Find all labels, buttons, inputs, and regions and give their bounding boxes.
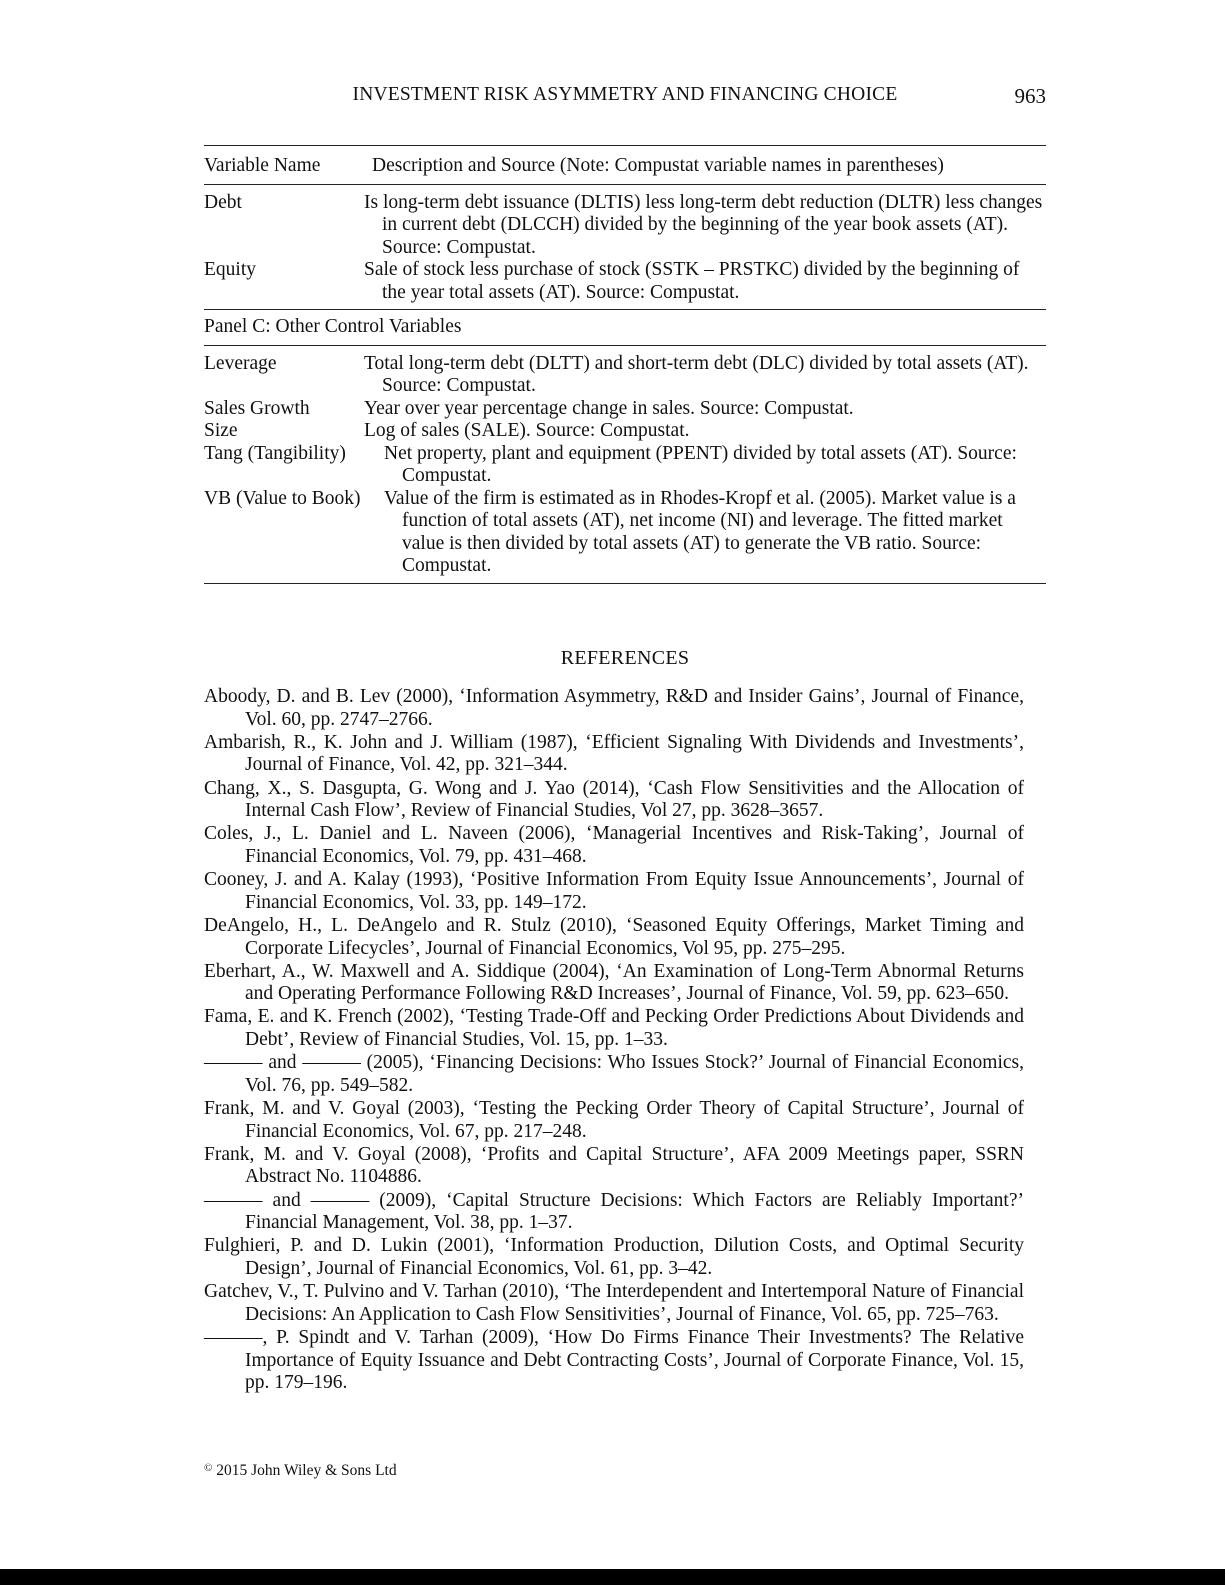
reference-item: Eberhart, A., W. Maxwell and A. Siddique (2004), ‘An Examination of Long-Term Abnormal Returns and Operating Performance Following R&D Increases’, Journal of Finance, Vol. 59, pp. 623–650. — [204, 960, 1024, 1005]
table-row — [204, 398, 1046, 421]
variable-name: VB (Value to Book) — [204, 487, 361, 509]
running-title: INVESTMENT RISK ASYMMETRY AND FINANCING CHOICE — [352, 84, 898, 105]
references-list — [204, 686, 1024, 1395]
reference-item: ——— and ——— (2009), ‘Capital Structure Decisions: Which Factors are Reliably Important?’ Financial Management, Vol. 38, pp. 1–37. — [204, 1189, 1024, 1234]
panel-c-title: Panel C: Other Control Variables — [204, 316, 462, 337]
reference-item: Frank, M. and V. Goyal (2003), ‘Testing the Pecking Order Theory of Capital Structure’, Journal of Financial Economics, Vol. 67, pp. 217–248. — [204, 1098, 1024, 1142]
table-group-controls — [204, 346, 1046, 583]
column-header-description: Description and Source (Note: Compustat variable names in parentheses) — [372, 155, 944, 176]
copyright-symbol: © — [204, 1462, 213, 1474]
reference-item: Aboody, D. and B. Lev (2000), ‘Information Asymmetry, R&D and Insider Gains’, Journal of Finance, Vol. 60, pp. 2747–2766. — [204, 686, 1024, 730]
page-bottom-edge — [0, 1569, 1225, 1585]
variable-description: Sale of stock less purchase of stock (SSTK – PRSTKC) divided by the beginning of the year total assets (AT). Source: Compustat. — [364, 259, 1020, 303]
copyright-notice — [204, 1462, 397, 1480]
copyright-text: 2015 John Wiley & Sons Ltd — [216, 1462, 397, 1479]
reference-item: Gatchev, V., T. Pulvino and V. Tarhan (2010), ‘The Interdependent and Intertemporal Nature of Financial Decisions: An Application to Cash Flow Sensitivities’, Journal of Finance, Vol. 65, pp. 725–763. — [204, 1281, 1024, 1325]
reference-item: Ambarish, R., K. John and J. William (1987), ‘Efficient Signaling With Dividends and Investments’, Journal of Finance, Vol. 42, pp. 321–344. — [204, 731, 1024, 776]
variable-description: Log of sales (SALE). Source: Compustat. — [364, 420, 690, 441]
references-heading: REFERENCES — [560, 647, 690, 669]
variable-description: Is long-term debt issuance (DLTIS) less long-term debt reduction (DLTR) less changes in current debt (DLCCH) divided by the beginning of the year book assets (AT). Source: Compustat. — [364, 191, 1043, 258]
variable-name: Size — [204, 420, 238, 441]
reference-item: Cooney, J. and A. Kalay (1993), ‘Positive Information From Equity Issue Announcements’, Journal of Financial Economics, Vol. 33, pp. 149–172. — [204, 869, 1024, 913]
variable-definitions-table — [204, 145, 1046, 584]
reference-item: Coles, J., L. Daniel and L. Naveen (2006), ‘Managerial Incentives and Risk-Taking’, Journal of Financial Economics, Vol. 79, pp. 431–468. — [204, 823, 1024, 867]
page-number: 963 — [1014, 84, 1046, 108]
reference-item: DeAngelo, H., L. DeAngelo and R. Stulz (2010), ‘Seasoned Equity Offerings, Market Timing and Corporate Lifecycles’, Journal of Financial Economics, Vol 95, pp. 275–295. — [204, 914, 1024, 959]
variable-name: Equity — [204, 259, 256, 280]
table-row — [204, 488, 1046, 578]
reference-item: Fama, E. and K. French (2002), ‘Testing Trade-Off and Pecking Order Predictions About Dividends and Debt’, Review of Financial Studies, Vol. 15, pp. 1–33. — [204, 1006, 1024, 1051]
reference-item: ———, P. Spindt and V. Tarhan (2009), ‘How Do Firms Finance Their Investments? The Relative Importance of Equity Issuance and Debt Contracting Costs’, Journal of Corporate Finance, Vol. 15, pp. 179–196. — [204, 1326, 1024, 1394]
reference-item: ——— and ——— (2005), ‘Financing Decisions: Who Issues Stock?’ Journal of Financial Economics, Vol. 76, pp. 549–582. — [204, 1052, 1024, 1096]
variable-name: Debt — [204, 191, 242, 213]
running-head — [204, 84, 1046, 112]
table-row — [204, 443, 1046, 488]
table-bottom-rule — [204, 583, 1046, 584]
table-row — [204, 353, 1046, 398]
variable-description: Net property, plant and equipment (PPENT) divided by total assets (AT). Source: Compustat. — [384, 442, 1017, 486]
variable-name: Sales Growth — [204, 397, 310, 419]
variable-description: Value of the firm is estimated as in Rhodes-Kropf et al. (2005). Market value is a function of total assets (AT), net income (NI) and leverage. The fitted market value is then divided by total assets (AT) to generate the VB ratio. Source: Compustat. — [384, 487, 1016, 576]
reference-item: Chang, X., S. Dasgupta, G. Wong and J. Yao (2014), ‘Cash Flow Sensitivities and the Allocation of Internal Cash Flow’, Review of Financial Studies, Vol 27, pp. 3628–3657. — [204, 777, 1024, 822]
table-row — [204, 259, 1046, 304]
variable-description: Year over year percentage change in sales. Source: Compustat. — [364, 397, 854, 419]
variable-description: Total long-term debt (DLTT) and short-term debt (DLC) divided by total assets (AT). Source: Compustat. — [364, 352, 1029, 396]
reference-item: Fulghieri, P. and D. Lukin (2001), ‘Information Production, Dilution Costs, and Optimal Security Design’, Journal of Financial Economics, Vol. 61, pp. 3–42. — [204, 1235, 1024, 1279]
reference-item: Frank, M. and V. Goyal (2008), ‘Profits and Capital Structure’, AFA 2009 Meetings paper, SSRN Abstract No. 1104886. — [204, 1143, 1024, 1188]
variable-name: Tang (Tangibility) — [204, 442, 346, 464]
table-row — [204, 420, 1046, 443]
variable-name: Leverage — [204, 352, 277, 374]
table-header-row — [204, 146, 1046, 184]
table-row — [204, 192, 1046, 260]
table-group-financing — [204, 185, 1046, 310]
column-header-variable-name: Variable Name — [204, 155, 321, 176]
